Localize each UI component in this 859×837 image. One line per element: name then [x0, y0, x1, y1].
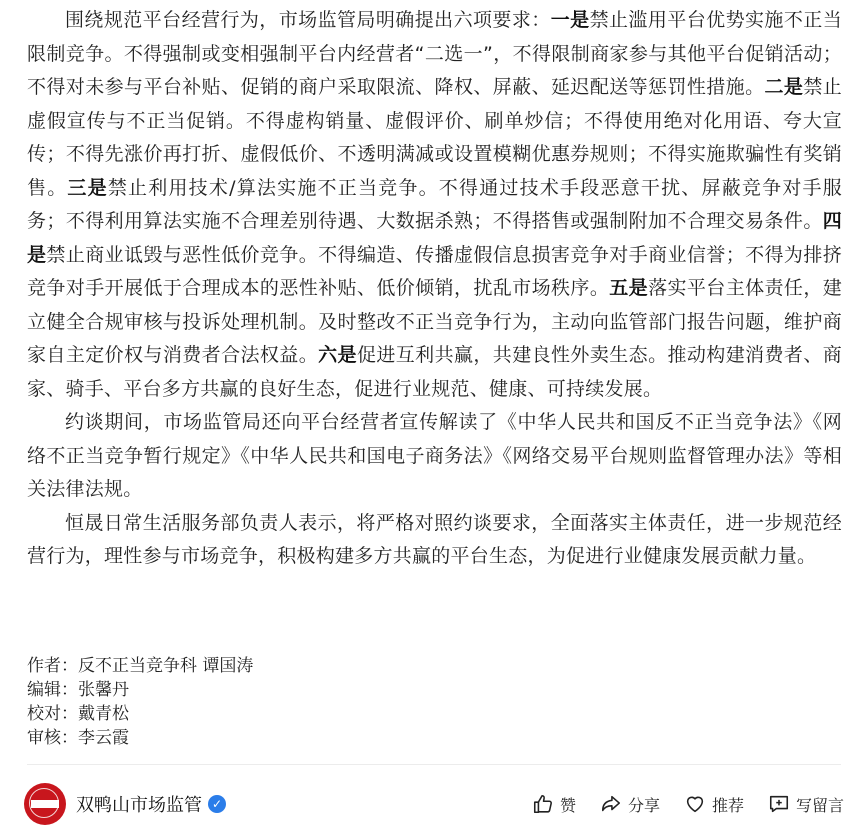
- comment-plus-icon: [768, 793, 790, 815]
- requirement-6-text: 促进互利共赢，共建良性外卖生态。推动构建消费者、商家、骑手、平台多方共赢的良好生态，促进行业规范、健康、可持续发展。: [27, 344, 842, 400]
- like-button[interactable]: [532, 793, 576, 816]
- recommend-label: 推荐: [711, 795, 744, 815]
- credit-author: 作者：反不正当竞争科 谭国涛: [27, 656, 254, 676]
- account-name[interactable]: 双鸭山市场监管: [76, 795, 202, 816]
- account-logo[interactable]: [24, 783, 66, 825]
- like-label: 赞: [559, 795, 576, 815]
- account-bar: [24, 782, 844, 826]
- requirement-4-text: 禁止商业诋毁与恶性低价竞争。不得编造、传播虚假信息损害竞争对手商业信誉；不得为排挤竞争对手开展低于合理成本的恶性补贴、低价倾销，扰乱市场秩序。: [27, 243, 842, 299]
- requirement-5-text: 落实平台主体责任，建立健全合规审核与投诉处理机制。及时整改不正当竞争行为，主动向监管部门报告问题，维护商家自主定价权与消费者合法权益。: [27, 277, 842, 366]
- requirement-6-label: 六是: [318, 344, 357, 366]
- article-credits: [27, 654, 253, 750]
- heart-icon: [684, 793, 706, 815]
- paragraph-statement: 恒晟日常生活服务部负责人表示，将严格对照约谈要求，全面落实主体责任，进一步规范经营行为，理性参与市场竞争，积极构建多方共赢的平台生态，为促进行业健康发展贡献力量。: [27, 511, 842, 567]
- requirement-3-text: 禁止利用技术/算法实施不正当竞争。不得通过技术手段恶意干扰、屏蔽竞争对手服务；不得利用算法实施不合理差别待遇、大数据杀熟；不得搭售或强制附加不合理交易条件。: [27, 176, 842, 232]
- requirement-1-text: 禁止滥用平台优势实施不正当限制竞争。不得强制或变相强制平台内经营者“二选一”，不得限制商家参与其他平台促销活动；不得对未参与平台补贴、促销的商户采取限流、降权、屏蔽、延迟配送等惩罚性措施。: [27, 9, 842, 98]
- action-bar: [508, 793, 844, 816]
- credit-editor: 编辑：张馨丹: [27, 680, 129, 700]
- requirement-2-label: 二是: [764, 76, 804, 98]
- paragraph-requirements: [27, 4, 842, 406]
- thumbs-up-icon: [532, 793, 554, 815]
- article-body: [27, 0, 842, 574]
- comment-button[interactable]: [768, 793, 844, 816]
- requirement-1-label: 一是: [550, 9, 590, 31]
- divider: [27, 764, 841, 765]
- requirement-3-label: 三是: [67, 176, 108, 199]
- recommend-button[interactable]: [684, 793, 744, 816]
- requirement-4-label: 四是: [27, 210, 842, 266]
- verified-check-icon: ✓: [208, 795, 226, 813]
- credit-reviewer: 审核：李云霞: [27, 728, 129, 748]
- share-label: 分享: [627, 795, 660, 815]
- share-button[interactable]: [600, 793, 660, 816]
- requirement-5-label: 五是: [609, 277, 649, 299]
- requirement-2-text: 禁止虚假宣传与不正当促销。不得虚构销量、虚假评价、刷单炒信；不得使用绝对化用语、夸大宣传；不得先涨价再打折、虚假低价、不透明满减或设置模糊优惠券规则；不得实施欺骗性有奖销售。: [27, 76, 842, 199]
- paragraph-law-publicity: 约谈期间，市场监管局还向平台经营者宣传解读了《中华人民共和国反不正当竞争法》《网络不正当竞争暂行规定》《中华人民共和国电子商务法》《网络交易平台规则监督管理办法》等相关法律法规。: [27, 411, 842, 500]
- comment-label: 写留言: [795, 795, 844, 815]
- share-arrow-icon: [600, 793, 622, 815]
- requirements-intro: 围绕规范平台经营行为，市场监管局明确提出六项要求：: [65, 9, 551, 31]
- credit-proofreader: 校对：戴青松: [27, 704, 129, 724]
